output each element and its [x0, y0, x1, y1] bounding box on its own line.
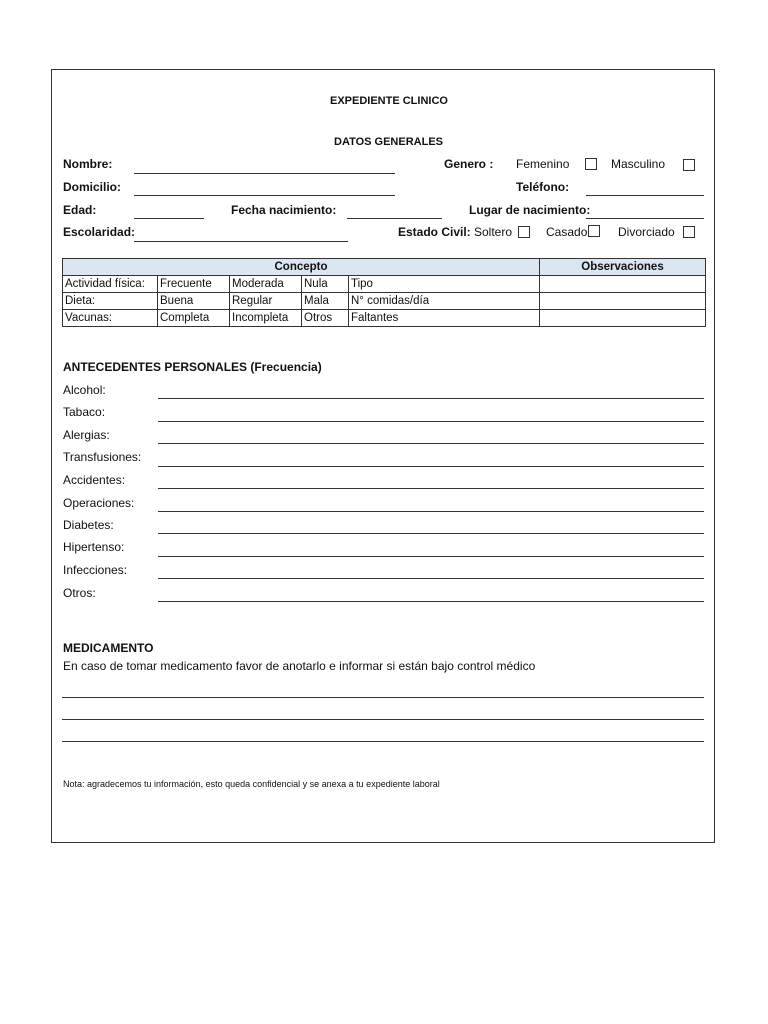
antecedentes-title: ANTECEDENTES PERSONALES (Frecuencia): [63, 360, 322, 374]
edad-field[interactable]: [134, 218, 204, 219]
table-cell[interactable]: Otros: [302, 310, 349, 327]
label-femenino: Femenino: [516, 157, 570, 171]
medicamento-instruction: En caso de tomar medicamento favor de anotarlo e informar si están bajo control médico: [63, 659, 536, 673]
table-row: [63, 276, 706, 293]
label-masculino: Masculino: [611, 157, 666, 171]
label-fecha-nacimiento: Fecha nacimiento:: [231, 203, 337, 217]
medicamento-title: MEDICAMENTO: [63, 641, 154, 655]
observaciones-cell[interactable]: [540, 293, 706, 310]
antecedente-label: Otros:: [63, 586, 96, 600]
label-telefono: Teléfono:: [516, 180, 570, 194]
antecedente-label: Tabaco:: [63, 405, 106, 419]
section-title-general: DATOS GENERALES: [334, 136, 443, 148]
label-domicilio: Domicilio:: [63, 180, 122, 194]
table-cell: Dieta:: [63, 293, 158, 310]
form-page: [51, 69, 715, 843]
label-nombre: Nombre:: [63, 157, 113, 171]
label-estado-civil: Estado Civil:: [398, 225, 471, 239]
antecedente-line[interactable]: [158, 398, 704, 399]
concept-table: [62, 258, 706, 327]
label-divorciado: Divorciado: [618, 225, 675, 239]
table-cell[interactable]: Buena: [158, 293, 230, 310]
header-concepto: Concepto: [63, 259, 540, 276]
femenino-checkbox[interactable]: [585, 158, 597, 170]
nota-text: Nota: agradecemos tu información, esto queda confidencial y se anexa a tu expediente laboral: [63, 779, 440, 789]
antecedente-label: Alcohol:: [63, 383, 106, 397]
table-cell[interactable]: Incompleta: [230, 310, 302, 327]
label-casado: Casado: [546, 225, 588, 239]
table-cell: Vacunas:: [63, 310, 158, 327]
form-title: EXPEDIENTE CLINICO: [330, 95, 448, 107]
table-cell[interactable]: Frecuente: [158, 276, 230, 293]
antecedente-label: Transfusiones:: [63, 450, 142, 464]
table-cell[interactable]: Faltantes: [349, 310, 540, 327]
table-cell[interactable]: Mala: [302, 293, 349, 310]
casado-checkbox[interactable]: [588, 225, 600, 237]
antecedente-line[interactable]: [158, 533, 704, 534]
masculino-checkbox[interactable]: [683, 159, 695, 171]
table-row: [63, 310, 706, 327]
antecedente-label: Hipertenso:: [63, 540, 125, 554]
antecedente-line[interactable]: [158, 511, 704, 512]
header-observaciones: Observaciones: [540, 259, 706, 276]
antecedente-label: Accidentes:: [63, 473, 126, 487]
antecedente-line[interactable]: [158, 443, 704, 444]
label-genero: Genero :: [444, 157, 494, 171]
antecedente-line[interactable]: [158, 556, 704, 557]
table-header-row: [63, 259, 706, 276]
label-edad: Edad:: [63, 203, 97, 217]
label-escolaridad: Escolaridad:: [63, 225, 136, 239]
medicamento-line[interactable]: [62, 741, 704, 742]
table-cell[interactable]: Tipo: [349, 276, 540, 293]
antecedente-label: Operaciones:: [63, 496, 135, 510]
table-cell[interactable]: Moderada: [230, 276, 302, 293]
medicamento-line[interactable]: [62, 719, 704, 720]
antecedente-line[interactable]: [158, 488, 704, 489]
nombre-field[interactable]: [134, 173, 395, 174]
divorciado-checkbox[interactable]: [683, 226, 695, 238]
antecedente-line[interactable]: [158, 421, 704, 422]
table-cell: Actividad física:: [63, 276, 158, 293]
table-cell[interactable]: Regular: [230, 293, 302, 310]
medicamento-line[interactable]: [62, 697, 704, 698]
antecedente-label: Infecciones:: [63, 563, 128, 577]
antecedente-line[interactable]: [158, 578, 704, 579]
label-lugar-nacimiento: Lugar de nacimiento:: [469, 203, 591, 217]
observaciones-cell[interactable]: [540, 310, 706, 327]
antecedente-label: Diabetes:: [63, 518, 114, 532]
antecedente-label: Alergias:: [63, 428, 110, 442]
soltero-checkbox[interactable]: [518, 226, 530, 238]
telefono-field[interactable]: [586, 195, 704, 196]
table-row: [63, 293, 706, 310]
lugar-nacimiento-field[interactable]: [586, 218, 704, 219]
table-cell[interactable]: Nula: [302, 276, 349, 293]
table-cell[interactable]: N° comidas/día: [349, 293, 540, 310]
observaciones-cell[interactable]: [540, 276, 706, 293]
table-cell[interactable]: Completa: [158, 310, 230, 327]
label-soltero: Soltero: [474, 225, 513, 239]
domicilio-field[interactable]: [134, 195, 395, 196]
escolaridad-field[interactable]: [134, 241, 348, 242]
fecha-nacimiento-field[interactable]: [347, 218, 442, 219]
antecedente-line[interactable]: [158, 601, 704, 602]
antecedente-line[interactable]: [158, 466, 704, 467]
